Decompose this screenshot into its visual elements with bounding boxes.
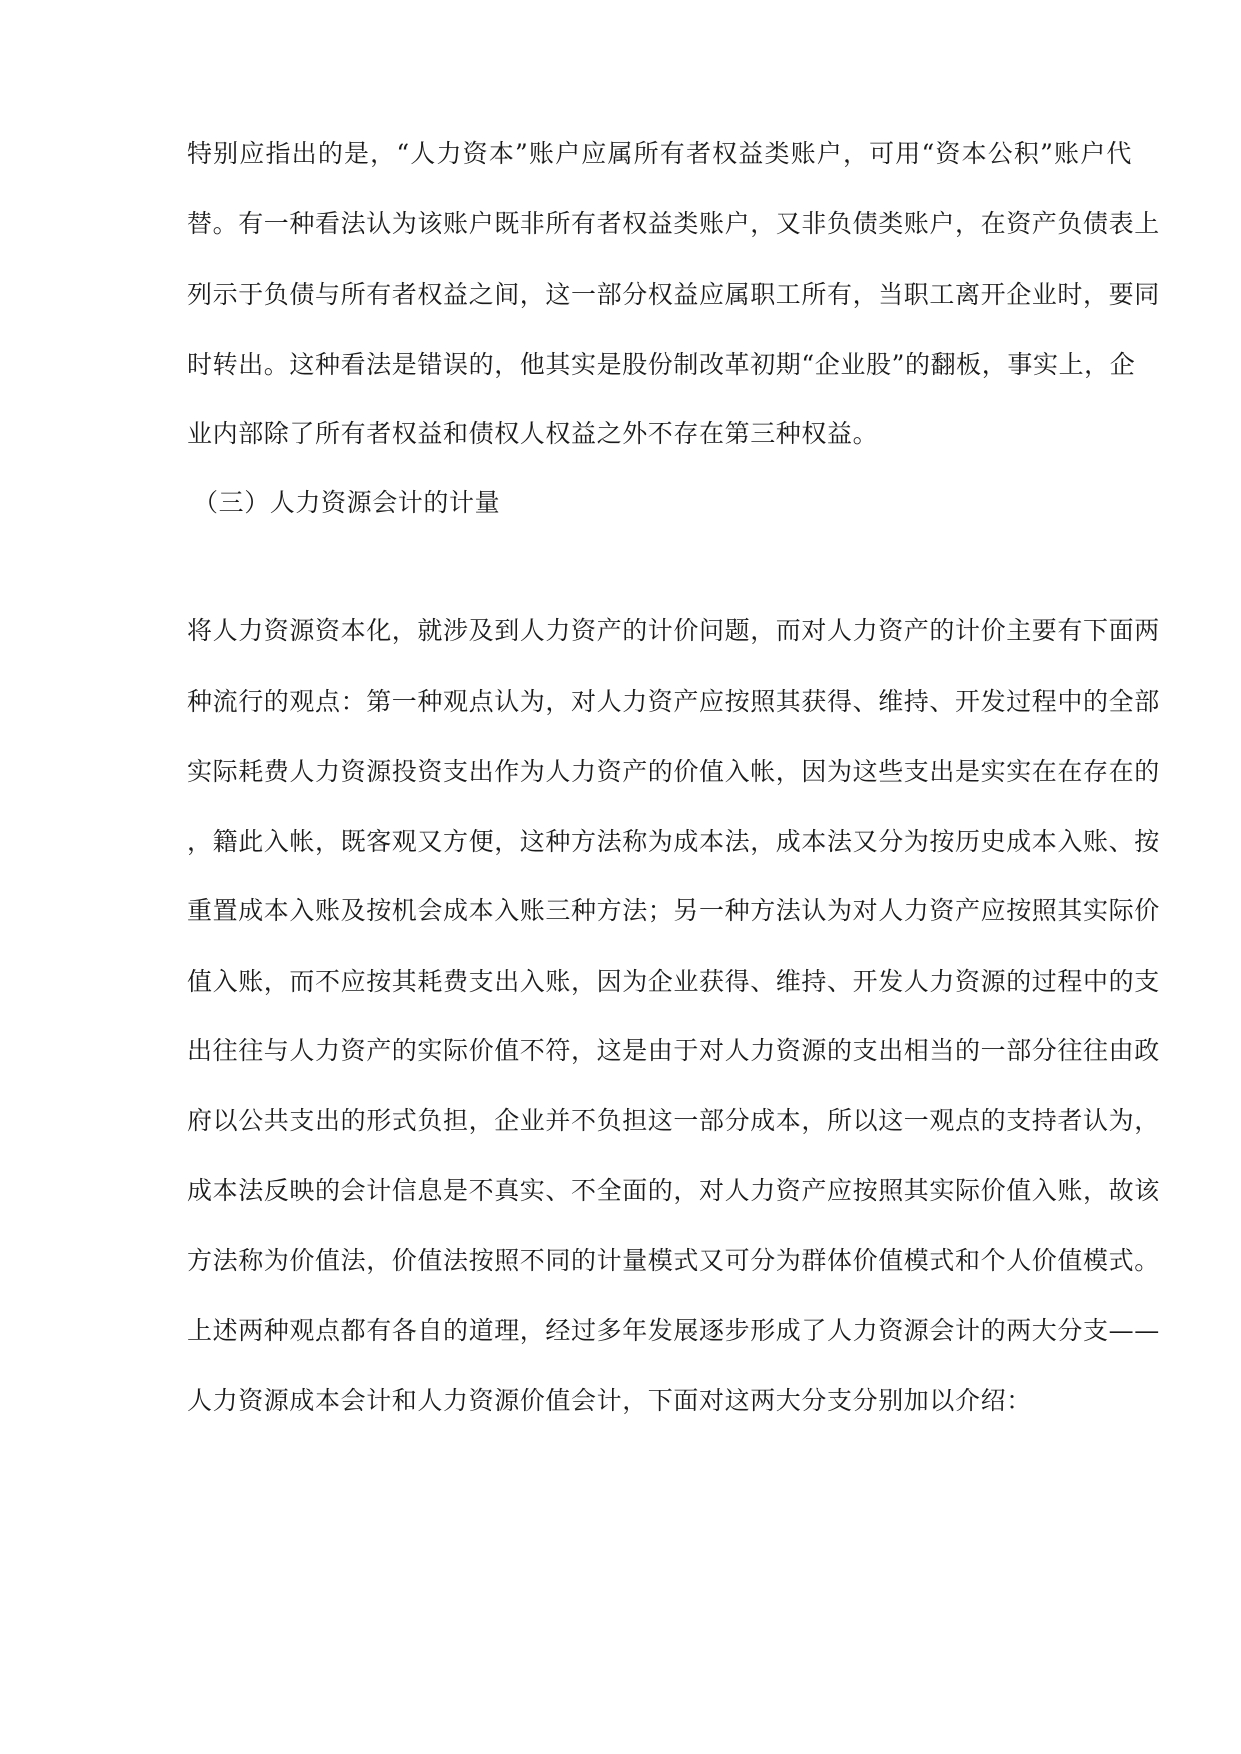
paragraph-2-line-11: 上述两种观点都有各自的道理，经过多年发展逐步形成了人力资源会计的两大分支—— [187,1316,1160,1345]
paragraph-2-line-2: 种流行的观点：第一种观点认为，对人力资产应按照其获得、维持、开发过程中的全部 [187,687,1160,716]
paragraph-1-line-2: 替。有一种看法认为该账户既非所有者权益类账户，又非负债类账户，在资产负债表上 [187,209,1160,238]
paragraph-2-line-1: 将人力资源资本化，就涉及到人力资产的计价问题，而对人力资产的计价主要有下面两 [187,616,1160,645]
paragraph-2-line-6: 值入账，而不应按其耗费支出入账，因为企业获得、维持、开发人力资源的过程中的支 [187,967,1160,996]
paragraph-2-line-7: 出往往与人力资产的实际价值不符，这是由于对人力资源的支出相当的一部分往往由政 [187,1036,1160,1065]
paragraph-2-line-5: 重置成本入账及按机会成本入账三种方法；另一种方法认为对人力资产应按照其实际价 [187,896,1160,925]
paragraph-1-line-4: 时转出。这种看法是错误的，他其实是股份制改革初期“企业股”的翻板，事实上，企 [187,350,1136,379]
paragraph-2-line-9: 成本法反映的会计信息是不真实、不全面的，对人力资产应按照其实际价值入账，故该 [187,1176,1160,1205]
paragraph-2-line-3: 实际耗费人力资源投资支出作为人力资产的价值入帐，因为这些支出是实实在在存在的 [187,757,1160,786]
paragraph-1-line-5: 业内部除了所有者权益和债权人权益之外不存在第三种权益。 [187,419,879,448]
paragraph-1-line-1: 特别应指出的是，“人力资本”账户应属所有者权益类账户，可用“资本公积”账户代 [187,139,1132,168]
paragraph-2-line-12: 人力资源成本会计和人力资源价值会计，下面对这两大分支分别加以介绍： [187,1386,1032,1415]
section-heading: （三）人力资源会计的计量 [193,488,501,517]
paragraph-2-line-4: ，籍此入帐，既客观又方便，这种方法称为成本法，成本法又分为按历史成本入账、按 [187,827,1160,856]
paragraph-1-line-3: 列示于负债与所有者权益之间，这一部分权益应属职工所有，当职工离开企业时，要同 [187,280,1160,309]
paragraph-2-line-10: 方法称为价值法，价值法按照不同的计量模式又可分为群体价值模式和个人价值模式。 [187,1246,1160,1275]
paragraph-2-line-8: 府以公共支出的形式负担，企业并不负担这一部分成本，所以这一观点的支持者认为， [187,1106,1160,1135]
